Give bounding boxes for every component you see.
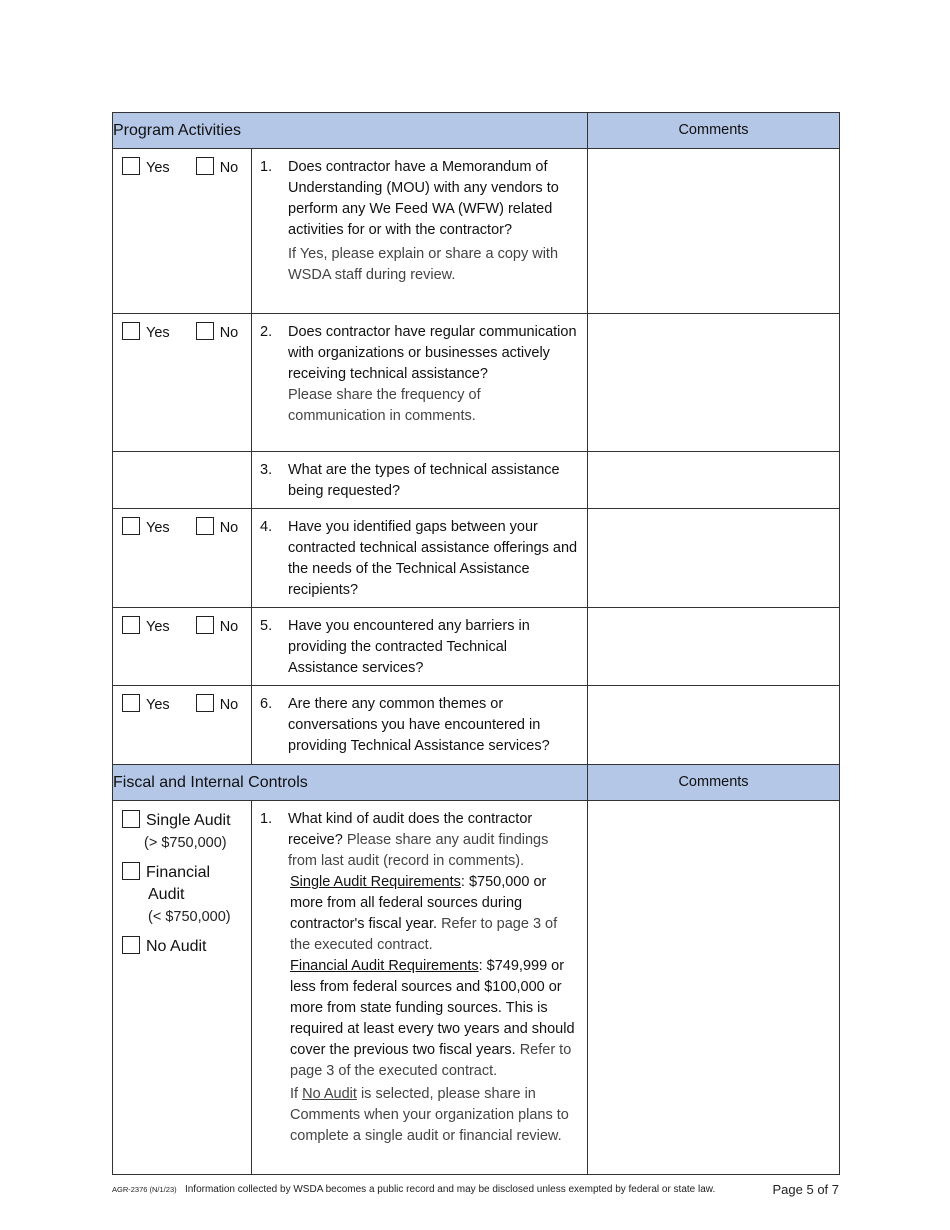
review-form-table xyxy=(112,112,840,1175)
comments-cell[interactable] xyxy=(588,314,840,452)
form-code: AGR-2376 (N/1/23) xyxy=(112,1185,177,1194)
page-number: Page 5 of 7 xyxy=(772,1182,839,1197)
question-number: 6. xyxy=(260,696,273,712)
yes-checkbox[interactable] xyxy=(122,322,140,340)
no-option[interactable] xyxy=(196,322,239,344)
question-number: 3. xyxy=(260,462,273,478)
question-text: What are the types of technical assistance being requested? xyxy=(288,462,560,499)
question-row xyxy=(113,452,840,509)
yes-option[interactable] xyxy=(122,694,170,716)
comments-cell[interactable] xyxy=(588,452,840,509)
program-activities-header xyxy=(113,113,840,149)
no-checkbox[interactable] xyxy=(196,157,214,175)
no-audit-note-post: is selected, please share in Comments when your organization plans to complete a single audit or financial review. xyxy=(290,1086,569,1144)
question-text: Does contractor have a Memorandum of Understanding (MOU) with any vendors to perform any We Feed WA (WFW) related activities for or with the contractor? xyxy=(288,159,559,238)
yes-label: Yes xyxy=(146,160,170,176)
financial-audit-checkbox[interactable] xyxy=(122,862,140,880)
no-option[interactable] xyxy=(196,157,239,179)
single-audit-label: Single Audit xyxy=(146,812,231,829)
financial-audit-req-label: Financial Audit Requirements xyxy=(290,958,479,974)
no-label: No xyxy=(219,619,239,635)
financial-audit-option[interactable] xyxy=(122,862,251,928)
section-title: Fiscal and Internal Controls xyxy=(113,765,588,801)
empty-options-cell xyxy=(113,452,252,509)
single-audit-checkbox[interactable] xyxy=(122,810,140,828)
no-label: No xyxy=(219,697,239,713)
single-audit-option[interactable] xyxy=(122,810,251,854)
yes-label: Yes xyxy=(146,520,170,536)
no-option[interactable] xyxy=(196,517,239,539)
question-row xyxy=(113,314,840,452)
comments-cell[interactable] xyxy=(588,801,840,1175)
no-audit-checkbox[interactable] xyxy=(122,936,140,954)
public-record-notice: Information collected by WSDA becomes a public record and may be disclosed unless exempted by federal or state law. xyxy=(184,1184,716,1195)
no-option[interactable] xyxy=(196,616,239,638)
no-checkbox[interactable] xyxy=(196,517,214,535)
no-audit-option[interactable] xyxy=(122,936,251,958)
question-row xyxy=(113,608,840,686)
question-text: Does contractor have regular communication with organizations or businesses actively receiving technical assistance? xyxy=(288,324,577,382)
question-number: 1. xyxy=(260,159,273,175)
single-audit-range: (> $750,000) xyxy=(144,835,227,851)
no-label: No xyxy=(219,160,239,176)
fiscal-controls-header xyxy=(113,765,840,801)
question-note: If Yes, please explain or share a copy with WSDA staff during review. xyxy=(288,246,559,283)
question-number: 1. xyxy=(260,811,273,827)
question-text: What kind of audit does the contractor receive? xyxy=(288,811,533,848)
question-row xyxy=(113,149,840,314)
yes-option[interactable] xyxy=(122,616,170,638)
financial-audit-req-note: Refer to page 3 of the executed contract. xyxy=(290,1042,572,1079)
question-number: 4. xyxy=(260,519,273,535)
financial-audit-label: Financial xyxy=(146,864,211,881)
yes-label: Yes xyxy=(146,325,170,341)
no-label: No xyxy=(219,520,239,536)
single-audit-req-note: Refer to page 3 of the executed contract. xyxy=(290,916,558,953)
no-checkbox[interactable] xyxy=(196,616,214,634)
question-number: 2. xyxy=(260,324,273,340)
yes-option[interactable] xyxy=(122,157,170,179)
no-audit-note-label: No Audit xyxy=(302,1086,357,1102)
comments-cell[interactable] xyxy=(588,608,840,686)
financial-audit-label-line2: Audit xyxy=(148,886,185,903)
yes-label: Yes xyxy=(146,697,170,713)
question-number: 5. xyxy=(260,618,273,634)
question-row xyxy=(113,686,840,765)
yes-checkbox[interactable] xyxy=(122,616,140,634)
single-audit-req-text: : $750,000 or more from all federal sources during contractor's fiscal year. xyxy=(290,874,547,932)
no-option[interactable] xyxy=(196,694,239,716)
no-audit-label: No Audit xyxy=(146,938,207,955)
audit-row xyxy=(113,801,840,1175)
no-audit-note-pre: If xyxy=(290,1086,303,1102)
question-text: Have you encountered any barriers in providing the contracted Technical Assistance services? xyxy=(288,618,530,676)
page-footer xyxy=(112,1184,839,1195)
question-text: Have you identified gaps between your contracted technical assistance offerings and the needs of the Technical Assistance recipients? xyxy=(288,519,578,598)
yes-checkbox[interactable] xyxy=(122,694,140,712)
no-label: No xyxy=(219,325,239,341)
no-checkbox[interactable] xyxy=(196,322,214,340)
question-note: Please share any audit findings from last audit (record in comments). xyxy=(288,832,549,869)
comments-header: Comments xyxy=(588,765,840,801)
single-audit-req-label: Single Audit Requirements xyxy=(290,874,461,890)
yes-label: Yes xyxy=(146,619,170,635)
section-title: Program Activities xyxy=(113,113,588,149)
yes-option[interactable] xyxy=(122,517,170,539)
yes-option[interactable] xyxy=(122,322,170,344)
financial-audit-req-text: : $749,999 or less from federal sources and $100,000 or more from state funding sources. This is required at least every two years and should cover the previous two fiscal years. xyxy=(290,958,575,1058)
question-row xyxy=(113,509,840,608)
comments-cell[interactable] xyxy=(588,509,840,608)
question-text: Are there any common themes or conversations you have encountered in providing Technical Assistance services? xyxy=(288,696,550,754)
comments-cell[interactable] xyxy=(588,149,840,314)
financial-audit-range: (< $750,000) xyxy=(148,909,231,925)
question-note: Please share the frequency of communication in comments. xyxy=(288,387,481,424)
comments-cell[interactable] xyxy=(588,686,840,765)
yes-checkbox[interactable] xyxy=(122,157,140,175)
yes-checkbox[interactable] xyxy=(122,517,140,535)
no-checkbox[interactable] xyxy=(196,694,214,712)
comments-header: Comments xyxy=(588,113,840,149)
